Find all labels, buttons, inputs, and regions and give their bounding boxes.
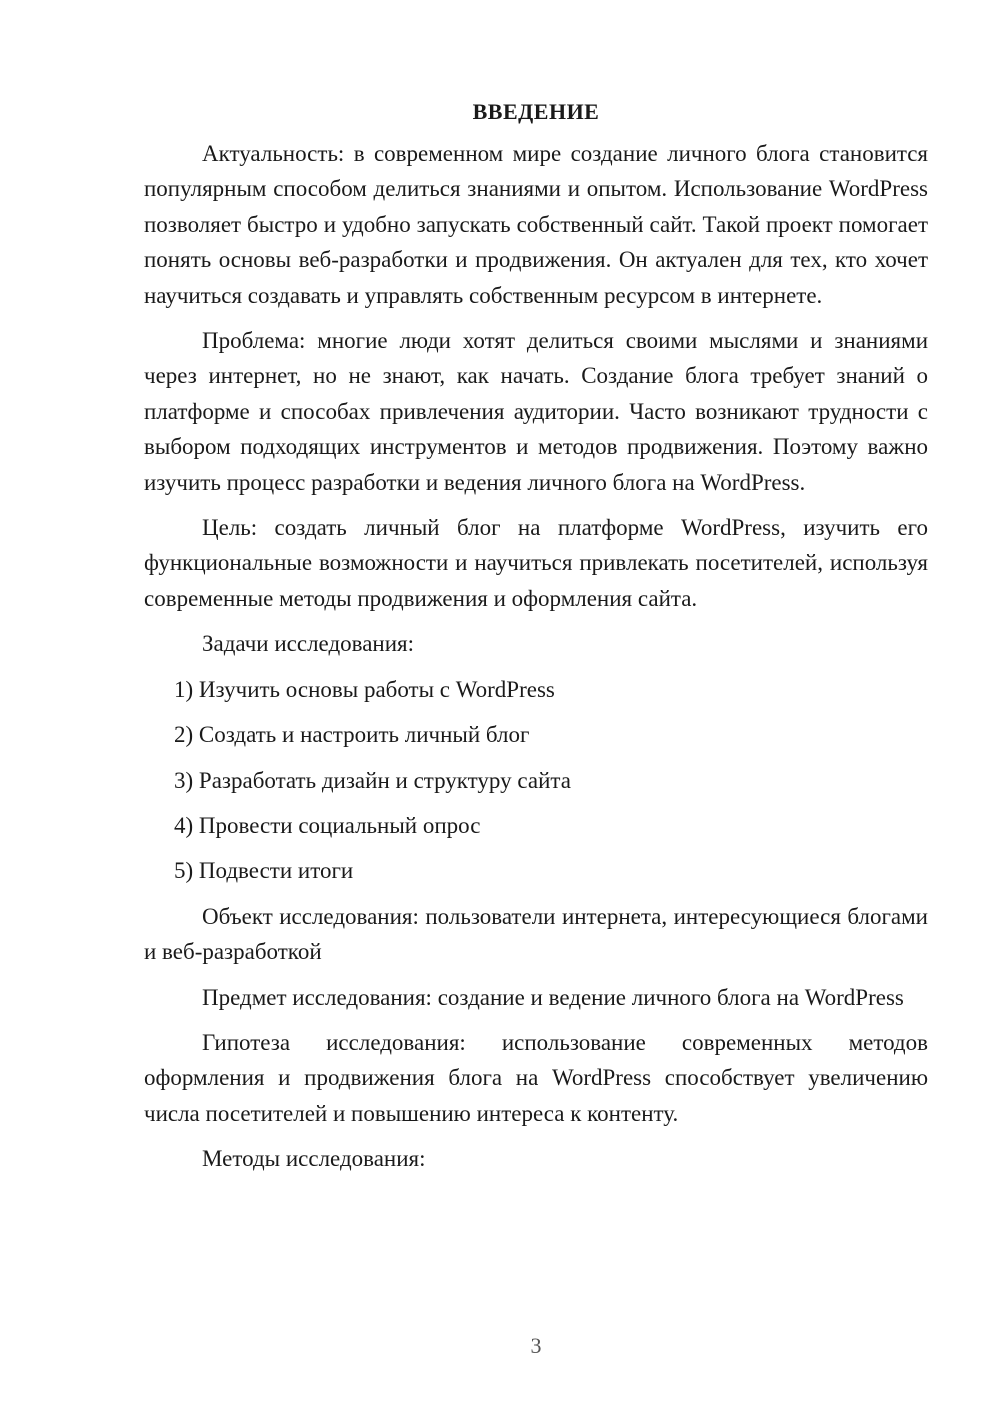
paragraph-subject: Предмет исследования: создание и ведение личного блога на WordPress xyxy=(202,984,904,1010)
paragraph-hypothesis: Гипотеза исследования: использование современных методов оформления и продвижения блога на WordPress способствует увеличению числа посетителей и повышению интереса к контенту. xyxy=(144,1029,928,1126)
page-number: 3 xyxy=(530,1333,542,1358)
task-list xyxy=(144,672,928,889)
task-item-3: 3) Разработать дизайн и структуру сайта xyxy=(174,767,571,793)
paragraph-relevance: Актуальность: в современном мире создание личного блога становится популярным способом делиться знаниями и опытом. Использование WordPress позволяет быстро и удобно запускать собственный сайт. Такой проект помогает понять основы веб-разработки и продвижения. Он актуален для тех, кто хочет научиться создавать и управлять собственным ресурсом в интернете. xyxy=(144,141,928,308)
document-body xyxy=(144,96,928,1187)
tasks-heading: Задачи исследования: xyxy=(202,631,415,657)
paragraph-object: Объект исследования: пользователи интернета, интересующиеся блогами и веб-разработкой xyxy=(144,903,928,965)
paragraph-methods-heading: Методы исследования: xyxy=(202,1146,426,1172)
task-item-2: 2) Создать и настроить личный блог xyxy=(174,722,530,748)
paragraph-problem: Проблема: многие люди хотят делиться своими мыслями и знаниями через интернет, но не знают, как начать. Создание блога требует знаний о платформе и способах привлечения аудитории. Часто возникают трудности с выбором подходящих инструментов и методов продвижения. Поэтому важно изучить процесс разработки и ведения личного блога на WordPress. xyxy=(144,328,928,495)
paragraph-goal: Цель: создать личный блог на платформе WordPress, изучить его функциональные возможности и научиться привлекать посетителей, используя современные методы продвижения и оформления сайта. xyxy=(144,515,928,611)
task-item-1: 1) Изучить основы работы с WordPress xyxy=(174,676,555,702)
task-item-4: 4) Провести социальный опрос xyxy=(174,812,481,838)
section-title: ВВЕДЕНИЕ xyxy=(472,99,600,124)
task-item-5: 5) Подвести итоги xyxy=(174,858,354,884)
